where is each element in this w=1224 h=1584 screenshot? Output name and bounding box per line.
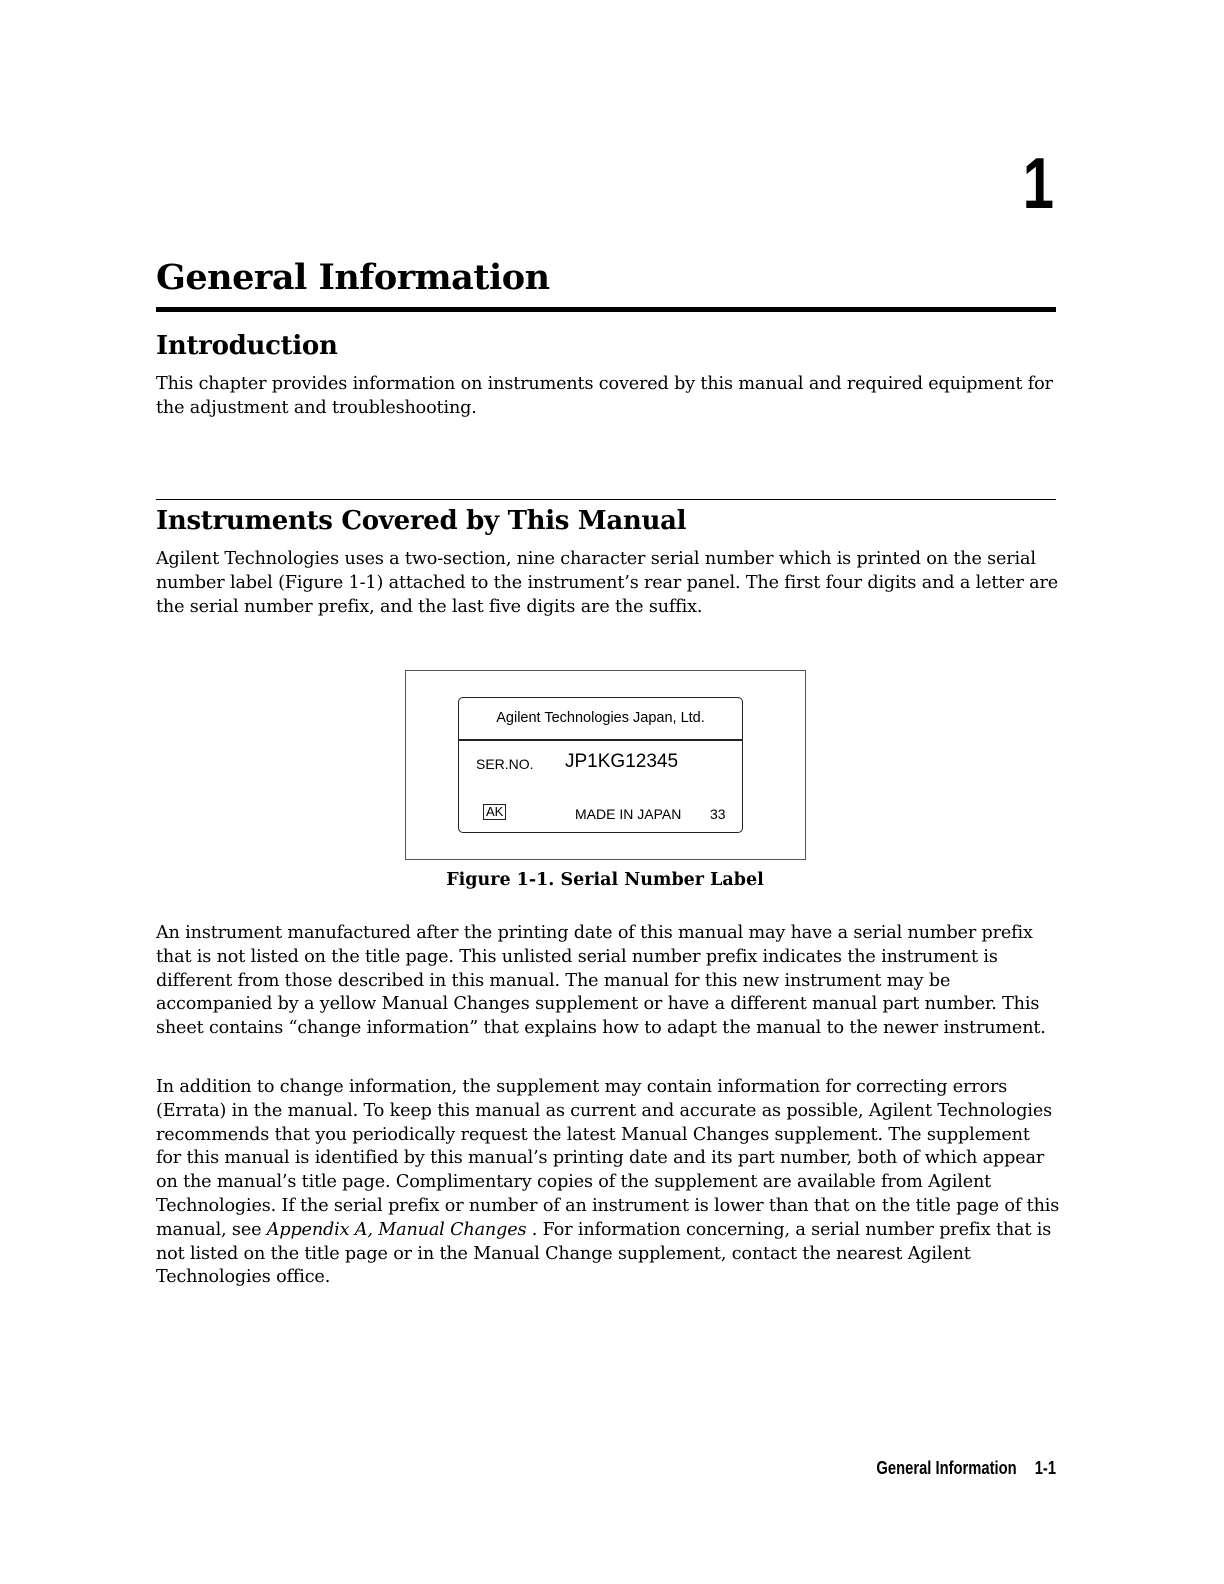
body-paragraph-2-text: In addition to change information, the supplement may contain information for correcting errors (Errata) in the manual. To keep this manual as current and accurate as possible, Agilent Technologies recommends that you periodically request the latest Manual Changes supplement. The supplement for this manual is identified by this manual’s printing date and its part number, both of which appear on the manual’s title page. Complimentary copies of the supplement are available from Agilent Technologies. If the serial prefix or number of an instrument is lower than that on the title page of this manual, see bbox=[156, 1077, 1060, 1240]
label-serno-caption: SER.NO. bbox=[476, 756, 534, 772]
label-code-box: AK bbox=[483, 804, 506, 820]
body-paragraph-2-tail: . For information concerning, a serial number prefix that is not listed on the title page or in the Manual Change supplement, contact the nearest Agilent Technologies office. bbox=[156, 1219, 1052, 1288]
section-rule bbox=[156, 499, 1056, 500]
label-number: 33 bbox=[710, 806, 726, 822]
introduction-paragraph: This chapter provides information on instruments covered by this manual and required equipment for the adjustment and troubleshooting. bbox=[156, 374, 1053, 418]
chapter-title: General Information bbox=[156, 257, 550, 298]
label-origin: MADE IN JAPAN bbox=[575, 806, 682, 822]
page-footer bbox=[876, 1458, 1056, 1479]
appendix-reference: Appendix A, Manual Changes bbox=[266, 1219, 527, 1240]
instruments-heading: Instruments Covered by This Manual bbox=[156, 506, 687, 536]
introduction-heading: Introduction bbox=[156, 331, 338, 361]
label-divider bbox=[459, 739, 742, 741]
body-paragraph-2 bbox=[156, 1076, 1060, 1290]
footer-section: General Information bbox=[876, 1458, 1017, 1478]
serial-number-label bbox=[458, 697, 743, 833]
label-serno-value: JP1KG12345 bbox=[565, 751, 679, 772]
chapter-number: 1 bbox=[1022, 144, 1054, 224]
body-paragraph-1: An instrument manufactured after the printing date of this manual may have a serial number prefix that is not listed on the title page. This unlisted serial number prefix indicates the instrument is different from those described in this manual. The manual for this new instrument may be accompanied by a yellow Manual Changes supplement or have a different manual part number. This sheet contains “change information” that explains how to adapt the manual to the newer instrument. bbox=[156, 923, 1046, 1039]
label-company: Agilent Technologies Japan, Ltd. bbox=[496, 710, 705, 726]
footer-page-number: 1-1 bbox=[1034, 1458, 1056, 1478]
figure-caption: Figure 1-1. Serial Number Label bbox=[446, 870, 764, 890]
title-rule bbox=[156, 307, 1056, 312]
serial-number-figure bbox=[405, 670, 806, 860]
instruments-paragraph: Agilent Technologies uses a two-section, nine character serial number which is printed on the serial number label (Figure 1-1) attached to the instrument’s rear panel. The first four digits and a letter are the serial number prefix, and the last five digits are the suffix. bbox=[156, 549, 1059, 617]
